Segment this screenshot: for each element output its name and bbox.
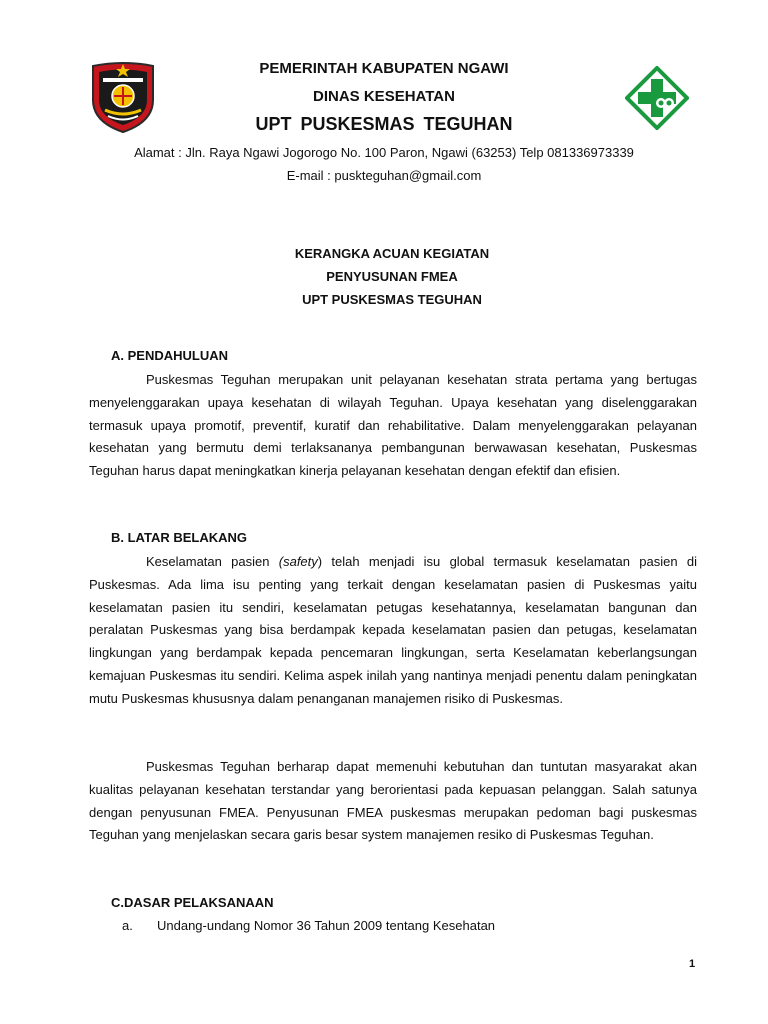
paragraph-italic-term: (safety <box>278 554 318 569</box>
paragraph-latar-belakang-2: Puskesmas Teguhan berharap dapat memenuhi kebutuhan dan tuntutan masyarakat akan kualitas pelayanan kesehatan terstandar yang berorientasi pada kepuasan pelanggan. Salah satunya dengan penyusunan FMEA. Penyusunan FMEA puskesmas merupakan pedoman bagi puskesmas Teguhan yang menjelaskan secara garis besar system manajemen resiko di Puskesmas Teguhan. <box>89 759 697 843</box>
list-item-text: Undang-undang Nomor 36 Tahun 2009 tentang Kesehatan <box>157 918 496 933</box>
page-number: 1 <box>689 958 696 970</box>
section-heading-latar-belakang: B. LATAR BELAKANG <box>111 530 248 545</box>
list-item <box>122 918 495 933</box>
paragraph-text: Keselamatan pasien <box>146 554 279 569</box>
letterhead-department: DINAS KESEHATAN <box>313 88 455 105</box>
document-institution: UPT PUSKESMAS TEGUHAN <box>302 292 482 307</box>
paragraph-text: ) telah menjadi isu global termasuk keselamatan pasien di Puskesmas. Ada lima isu penting yang terkait dengan keselamatan pasien di Puskesmas yaitu keselamatan pasien itu sendiri, keselamatan petugas kesehatannya, keselamatan bangunan dan peralatan Puskesmas yang bisa berdampak kepada keselamatan pasien dan petugas, keselamatan lingkungan yang berdampak kepada pencemaran lingkungan, serta Keselamatan keberlangsungan kemajuan Puskesmas itu sendiri. Kelima aspek inilah yang nantinya menjadi penentu dalam peningkatan mutu Puskesmas khususnya dalam penanganan manajemen risiko di Puskesmas. <box>89 554 697 706</box>
list-marker: a. <box>122 918 133 933</box>
section-heading-dasar-pelaksanaan: C.DASAR PELAKSANAAN <box>111 895 274 910</box>
paragraph-latar-belakang-1 <box>89 551 697 711</box>
letterhead-institution: UPT PUSKESMAS TEGUHAN <box>255 114 513 134</box>
paragraph-pendahuluan: Puskesmas Teguhan merupakan unit pelayanan kesehatan strata pertama yang bertugas menyelenggarakan upaya kesehatan di wilayah Teguhan. Upaya kesehatan yang diselenggarakan termasuk upaya promotif, preventif, kuratif dan rehabilitative. Dalam menyelenggarakan pelayanan kesehatan yang bermutu demi terlaksananya pembangunan berwawasan kesehatan, Puskesmas Teguhan harus dapat meningkatkan kinerja pelayanan kesehatan dengan efektif dan efisien. <box>89 372 697 479</box>
letterhead-government: PEMERINTAH KABUPATEN NGAWI <box>259 60 509 77</box>
document-subtitle: PENYUSUNAN FMEA <box>326 269 458 284</box>
letterhead-email: E-mail : puskteguhan@gmail.com <box>286 168 482 183</box>
letterhead-address: Alamat : Jln. Raya Ngawi Jogorogo No. 100 Paron, Ngawi (63253) Telp 081336973339 <box>134 145 634 160</box>
section-heading-pendahuluan: A. PENDAHULUAN <box>111 348 228 363</box>
document-title: KERANGKA ACUAN KEGIATAN <box>294 246 490 261</box>
